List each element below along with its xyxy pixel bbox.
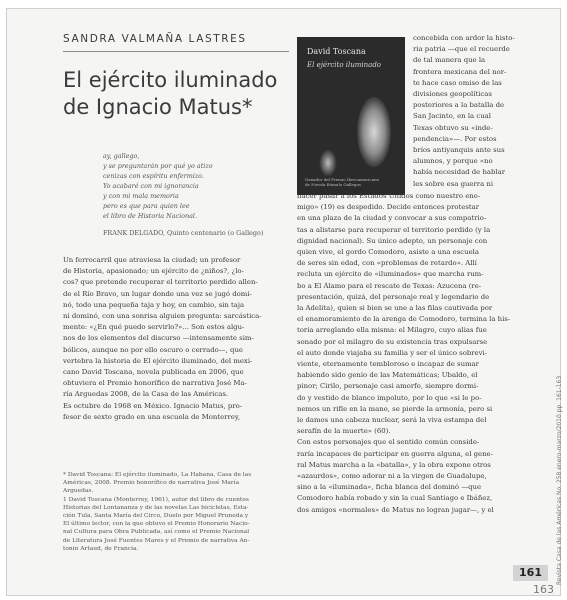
book-cover-author: David Toscana	[307, 47, 366, 56]
author-name: SANDRA VALMAÑA LASTRES	[63, 33, 247, 45]
book-credit-line: Ganador del Premio Iberoamericano	[305, 177, 380, 182]
body-line: vertebra la historia de El ejército iluminado, del mexi-	[63, 356, 253, 365]
body-line: serafín de la muerte» (60).	[297, 427, 391, 436]
footnote-line: nal Cultura para Obra Publicada, así como el Premio Nacional	[63, 529, 250, 536]
epigraph-line: y con mi mala memoria	[103, 192, 179, 200]
body-line: sonado por el milagro de su existencia tras expulsarse	[297, 337, 488, 346]
body-line: San Jacinto, en la cual	[413, 112, 491, 121]
body-line: nos de los elementos del discurso —intensamente sim-	[63, 334, 254, 343]
body-line: de el Río Bravo, un lugar donde una vez se jugó domi-	[63, 289, 252, 298]
body-line: ria patria —que el recuerde	[413, 45, 510, 54]
footnote-line: * David Toscana: El ejército iluminado, La Habana, Casa de las	[63, 472, 252, 478]
body-line: alumnos, y porque «no	[413, 157, 493, 166]
body-line: te hace caso omiso de las	[413, 78, 502, 87]
body-line: de tal manera que la	[413, 56, 486, 65]
body-line: de seres sin edad, con «problemas de retardo». Allí	[297, 259, 477, 268]
body-line: la Adelita), quien si bien se une a las filas cautivada por	[297, 304, 493, 313]
journal-sidebar	[547, 309, 563, 589]
body-line: concebida con ardor la histo-	[413, 34, 515, 42]
footnote-line: Historias del Lontananza y de las novelas Las bicicletas, Esta-	[63, 504, 249, 511]
body-line: fesor de sexto grado en una escuela de Monterrey,	[63, 412, 241, 421]
body-line: le damos una cabeza nuclear, será la viva estampa del	[297, 416, 487, 425]
body-line: nemos un rifle en la mano, se pierde la armonía, pero si	[297, 404, 493, 413]
footnote-line: Arguedas.	[63, 488, 94, 495]
body-line: Comodoro había robado y sin la cual Santiago e Ibáñez,	[297, 494, 493, 503]
body-line: les sobre esa guerra ni	[413, 179, 494, 188]
left-column	[63, 255, 295, 423]
body-line: viente, eternamente tembloroso e incapaz de sumar	[297, 360, 479, 369]
handwritten-page-number: 163	[533, 583, 554, 596]
body-line: dignidad nacional). Su único adepto, un personaje con	[297, 236, 488, 245]
body-line: pinor; Cirilo, personaje casi amorfo, siempre dormi-	[297, 382, 479, 391]
body-line: el auto donde viajaba su familia y ser el único sobrevi-	[297, 348, 488, 357]
footnote-line: El último lector, con la que obtuvo el Premio Honorario Nacio-	[63, 521, 250, 528]
page-number: 161	[513, 565, 548, 581]
body-line: habiendo sido genio de las Matemáticas; Ubaldo, el	[297, 371, 478, 380]
body-line: divisiones geopolíticas	[413, 90, 492, 99]
book-cover-light	[319, 149, 337, 177]
body-line: hacer pasar a los Estados Unidos como nuestro ene-	[297, 192, 481, 200]
right-top-column	[413, 33, 545, 190]
epigraph-citation: FRANK DELGADO, Quinto centenario (o Gallego)	[103, 229, 264, 237]
footnote-line: Américas, 2008. Premio honorífico de narrativa José María	[63, 480, 240, 487]
body-line: nó, todo una pequeña taja y hoy, en cambio, sin taja	[63, 300, 245, 309]
footnote-line: ción Tula, Santa María del Circo, Duelo por Miguel Pruneda y	[63, 513, 249, 520]
book-cover-title: El ejército iluminado	[307, 61, 382, 69]
body-line: había necesidad de hablar	[413, 168, 506, 177]
book-credit-line: de Novela Rómulo Gallegos	[305, 182, 361, 187]
epigraph-line: Yo acabaré con mi ignorancia	[103, 182, 199, 190]
body-line: posteriores a la batalla de	[413, 101, 505, 110]
title-line: de Ignacio Matus*	[63, 95, 253, 119]
body-line: pendencia»—. Por estos	[413, 134, 497, 143]
epigraph-line: pero es que para quien lee	[103, 202, 190, 210]
body-line: «azaurdos», como adorar ni a la virgen de Guadalupe,	[297, 472, 487, 481]
body-line: obtuviera el Premio honorífico de narrativa José Ma-	[63, 379, 247, 388]
epigraph-line: y se preguntarán por qué yo atizo	[103, 162, 213, 170]
body-line: ral Matus marcha a la «batalla», y la obra expone otros	[297, 460, 491, 469]
author-rule	[63, 51, 289, 52]
article-page	[6, 8, 561, 596]
body-line: raría incapaces de participar en guerra alguna, el gene-	[297, 449, 493, 458]
footnote-line: 1 David Toscana (Monterrey, 1961), autor del libro de cuentos	[63, 496, 249, 503]
body-line: cano David Toscana, novela publicada en 2006, que	[63, 368, 244, 377]
body-line: do y vestido de blanco impoluto, por lo que «si le po-	[297, 393, 482, 402]
body-line: Texas obtuvo su «inde-	[413, 123, 493, 132]
body-line: Un ferrocarril que atraviesa la ciudad; un profesor	[63, 256, 241, 264]
body-line: mente: «¿En qué puedo servirlo?»... Son estos algu-	[63, 323, 245, 332]
right-column	[297, 191, 545, 516]
journal-sidebar-text: Revista Casa de las Américas No. 258 enero-marzo/2010 pp. 161-163	[556, 375, 563, 585]
body-line: ría Arguedas 2008, de la Casa de las Américas.	[63, 390, 229, 399]
body-line: Con estos personajes que el sentido común conside-	[297, 438, 480, 447]
epigraph-line: el libro de Historia Nacional.	[103, 212, 197, 220]
body-line: quien vive, el gordo Comodoro, asiste a una escuela	[297, 248, 479, 257]
article-title	[63, 67, 303, 121]
body-line: dos amigos «normales» de Matus no logran jugar—, y el	[297, 505, 494, 514]
book-cover-credit	[305, 177, 399, 187]
body-line: bo a El Álamo para el rescate de Texas: Azucena (re-	[297, 281, 482, 290]
body-line: Es octubre de 1968 en México. Ignacio Matus, pro-	[63, 401, 243, 410]
body-line: tas a alistarse para recuperar el territorio perdido (y la	[297, 225, 491, 234]
body-line: en una plaza de la ciudad y convocar a sus compatrio-	[297, 214, 487, 223]
epigraph-line: ay, gallego,	[103, 152, 140, 160]
footnote-line: de Literatura José Fuentes Mares y el Premio de narrativa An-	[63, 537, 250, 544]
body-line: ni dominó, con una sonrisa alguien pregunta: sarcástica-	[63, 312, 262, 321]
epigraph	[103, 151, 303, 221]
body-line: de Historia, apasionado; un ejército de ¿niños?, ¿lo-	[63, 267, 244, 276]
body-line: migo» (19) es despedido. Decide entonces protestar	[297, 203, 480, 212]
body-line: el enamoramiento de la arenga de Comodoro, termina la his-	[297, 315, 511, 324]
footnotes	[63, 471, 295, 553]
book-cover-image	[297, 37, 405, 195]
body-line: presentación, quizá, del personaje real y legendario de	[297, 292, 490, 301]
body-line: cos? que pretende recuperar el territorio perdido allen-	[63, 278, 258, 287]
book-cover-light	[357, 97, 391, 167]
body-line: bólicos, aunque no por ello oscuro o cerrado—, que	[63, 345, 243, 354]
body-line: toria arreglando ella misma: el Milagro, cuyo alias fue	[297, 326, 487, 335]
title-line: El ejército iluminado	[63, 68, 278, 92]
epigraph-line: cenizas con espíritu enfermizo.	[103, 172, 204, 180]
body-line: bríos antiyanquis ante sus	[413, 146, 505, 155]
body-line: frontera mexicana del nor-	[413, 67, 507, 76]
body-line: recluta un ejército de «iluminados» que marcha rum-	[297, 270, 484, 279]
body-line: sino a la «iluminada», ficha blanca del dominó —que	[297, 483, 482, 492]
footnote-line: tonin Artaud, de Francia.	[63, 545, 139, 552]
